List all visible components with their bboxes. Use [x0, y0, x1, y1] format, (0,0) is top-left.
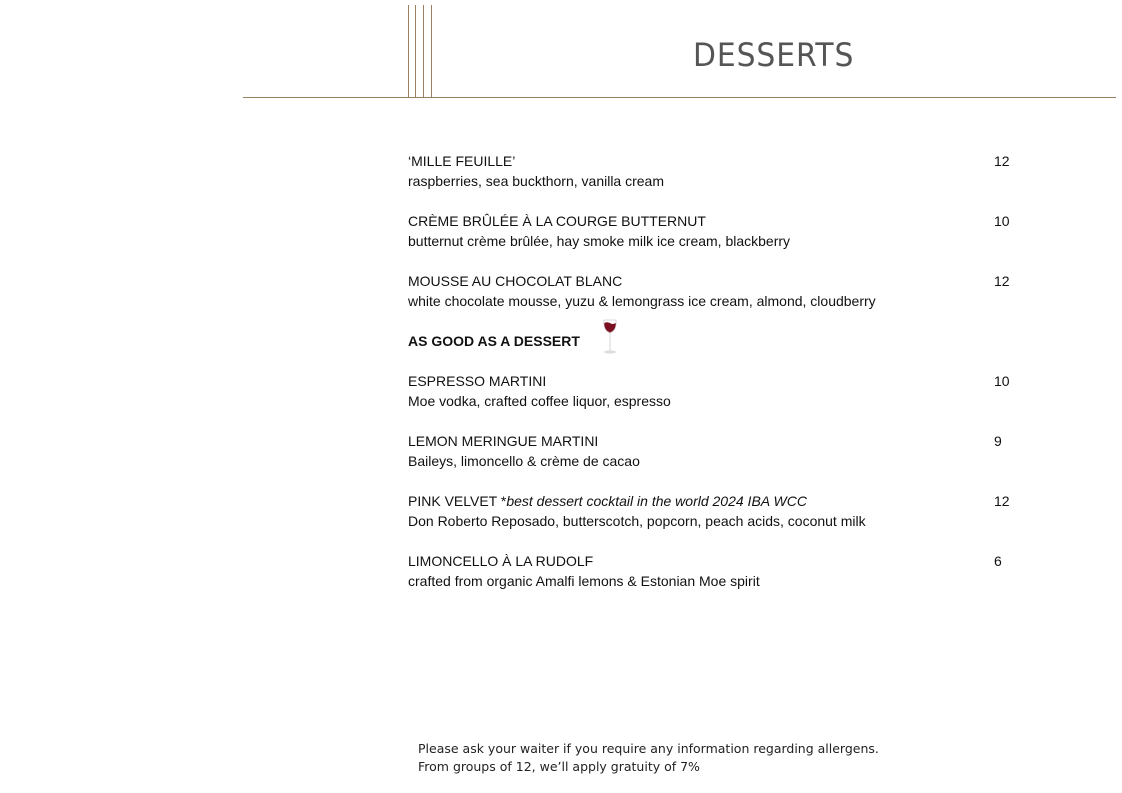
- menu-item: [408, 432, 1018, 492]
- menu-item: [408, 372, 1018, 432]
- page-title: DESSERTS: [693, 36, 855, 74]
- menu-list: [408, 152, 1018, 612]
- item-name-row: [408, 492, 807, 510]
- item-award-note: best dessert cocktail in the world 2024 IBA WCC: [506, 493, 807, 509]
- footer-notice: [418, 740, 879, 776]
- item-name: MOUSSE AU CHOCOLAT BLANC: [408, 273, 623, 289]
- decorative-vertical-lines: [408, 5, 432, 97]
- menu-item: [408, 552, 1018, 612]
- item-name: CRÈME BRÛLÉE À LA COURGE BUTTERNUT: [408, 213, 706, 229]
- item-price: 12: [994, 273, 1010, 289]
- gratuity-notice: From groups of 12, we’ll apply gratuity of 7%: [418, 759, 700, 774]
- menu-item: [408, 272, 1018, 332]
- item-price: 12: [994, 153, 1010, 169]
- item-name: LEMON MERINGUE MARTINI: [408, 433, 599, 449]
- item-name: PINK VELVET *: [408, 493, 507, 509]
- menu-item: [408, 492, 1018, 552]
- item-description: Baileys, limoncello & crème de cacao: [408, 453, 640, 469]
- item-description: crafted from organic Amalfi lemons & Estonian Moe spirit: [408, 573, 760, 589]
- allergen-notice: Please ask your waiter if you require any information regarding allergens.: [418, 741, 879, 756]
- menu-item: [408, 212, 1018, 272]
- item-price: 10: [994, 213, 1010, 229]
- item-name: LIMONCELLO À LA RUDOLF: [408, 553, 594, 569]
- section-title: AS GOOD AS A DESSERT: [408, 333, 580, 349]
- item-description: raspberries, sea buckthorn, vanilla cream: [408, 173, 665, 189]
- item-price: 9: [994, 433, 1002, 449]
- item-name: ‘MILLE FEUILLE’: [408, 153, 516, 169]
- wine-glass-icon: [600, 316, 620, 356]
- item-price: 12: [994, 493, 1010, 509]
- section-header: [408, 332, 1018, 372]
- item-price: 6: [994, 553, 1002, 569]
- item-description: Moe vodka, crafted coffee liquor, espresso: [408, 393, 671, 409]
- item-name: ESPRESSO MARTINI: [408, 373, 547, 389]
- item-price: 10: [994, 373, 1010, 389]
- item-description: Don Roberto Reposado, butterscotch, popcorn, peach acids, coconut milk: [408, 513, 866, 529]
- item-description: white chocolate mousse, yuzu & lemongrass ice cream, almond, cloudberry: [408, 293, 876, 309]
- menu-item: [408, 152, 1018, 212]
- item-description: butternut crème brûlée, hay smoke milk ice cream, blackberry: [408, 233, 791, 249]
- header-divider: [243, 97, 1116, 98]
